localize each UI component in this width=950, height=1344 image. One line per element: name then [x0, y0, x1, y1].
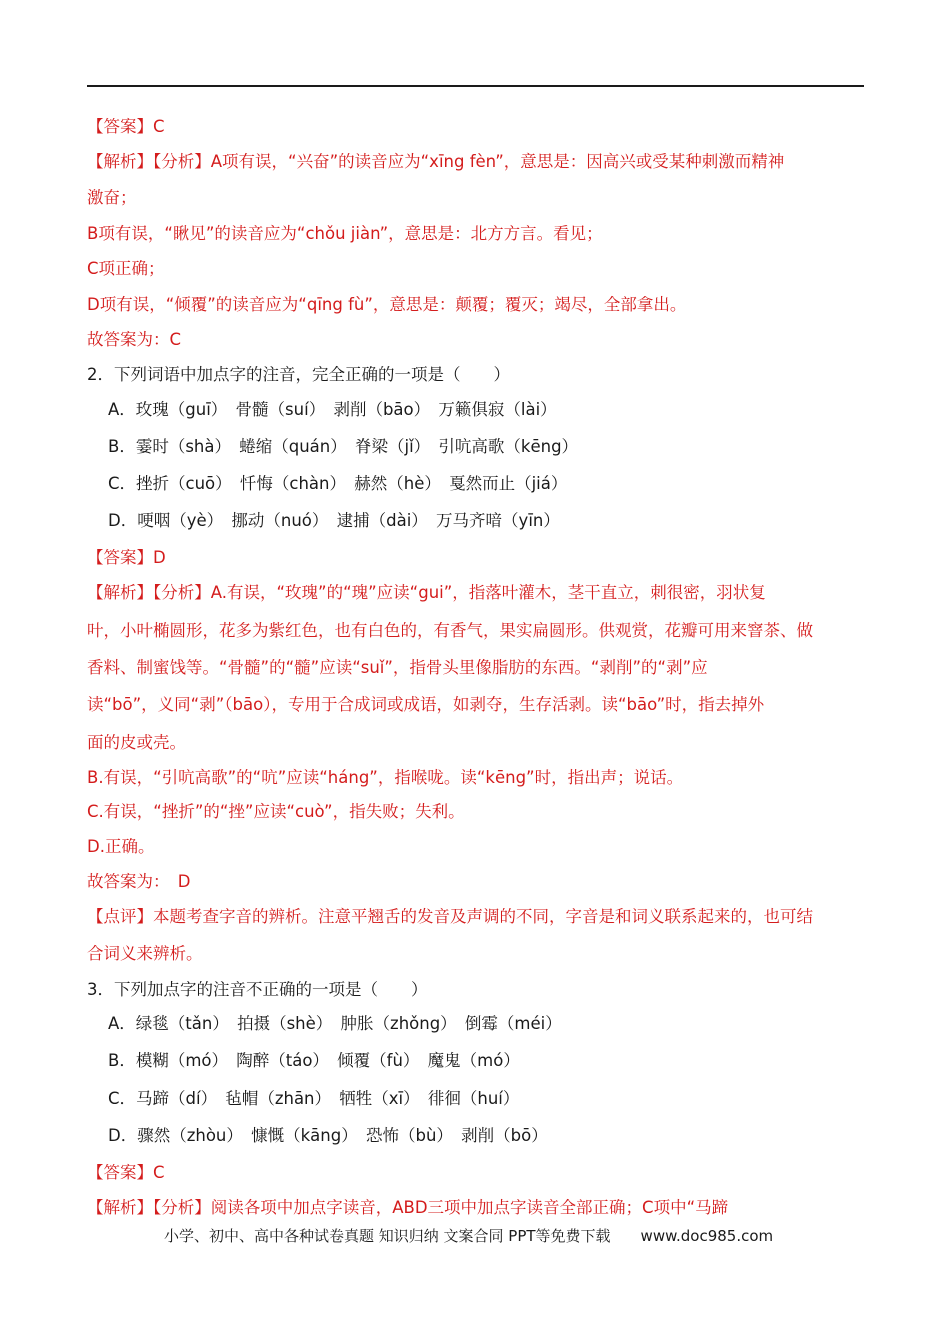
text-line: C.有误，“挫折”的“挫”应读“cuò”，指失败；失利。 [87, 802, 465, 821]
option-line: B．模糊（mó） 陶醉（táo） 倾覆（fù） 魔鬼（mó） [108, 1051, 520, 1070]
option-line: A．绿毯（tǎn） 拍摄（shè） 肿胀（zhǒng） 倒霉（méi） [108, 1014, 562, 1033]
text-line: 3．下列加点字的注音不正确的一项是（ ） [87, 980, 428, 999]
text-line: 【答案】D [87, 548, 166, 567]
text-line: 读“bō”，义同“剥”（bāo），专用于合成词或成语，如剥夺，生存活剥。读“bāo”时，指去掉外 [87, 695, 765, 714]
page-footer: 小学、初中、高中各种试卷真题 知识归纳 文案合同 PPT等免费下载 www.doc985.com [164, 1227, 774, 1245]
header-rule [87, 85, 864, 87]
text-line: 【点评】本题考查字音的辨析。注意平翘舌的发音及声调的不同，字音是和词义联系起来的，也可结 [87, 907, 813, 926]
option-line: A．玫瑰（guī） 骨髓（suí） 剥削（bāo） 万籁俱寂（lài） [108, 400, 557, 419]
text-line: 【答案】C [87, 1163, 165, 1182]
text-line: 故答案为： D [87, 872, 191, 891]
text-line: 激奋； [87, 188, 137, 207]
text-line: D项有误，“倾覆”的读音应为“qīng fù”，意思是：颠覆；覆灭；竭尽，全部拿出。 [87, 295, 687, 314]
option-line: D．哽咽（yè） 挪动（nuó） 逮捕（dài） 万马齐喑（yīn） [108, 511, 560, 530]
text-line: 合词义来辨析。 [87, 944, 203, 963]
option-line: B．霎时（shà） 蜷缩（quán） 脊梁（jǐ） 引吭高歌（kēng） [108, 437, 579, 456]
text-line: 【解析】【分析】A.有误，“玫瑰”的“瑰”应读“gui”，指落叶灌木，茎干直立，刺很密，羽状复 [87, 583, 766, 602]
text-line: B项有误，“瞅见”的读音应为“chǒu jiàn”，意思是：北方方言。看见； [87, 224, 603, 243]
text-line: 【解析】【分析】A项有误，“兴奋”的读音应为“xīng fèn”，意思是：因高兴或受某种刺激而精神 [87, 152, 785, 171]
text-line: 香料、制蜜饯等。“骨髓”的“髓”应读“suǐ”，指骨头里像脂肪的东西。“剥削”的“剥”应 [87, 658, 708, 677]
option-line: D．骤然（zhòu） 慷慨（kāng） 恐怖（bù） 剥削（bō） [108, 1126, 548, 1145]
text-line: 【答案】C [87, 117, 165, 136]
text-line: 2．下列词语中加点字的注音，完全正确的一项是（ ） [87, 365, 510, 384]
text-line: 面的皮或壳。 [87, 733, 186, 752]
text-line: C项正确； [87, 259, 165, 278]
text-line: 故答案为：C [87, 330, 182, 349]
text-line: 叶，小叶椭圆形，花多为紫红色，也有白色的，有香气，果实扁圆形。供观赏，花瓣可用来窨茶、做 [87, 621, 813, 640]
text-line: D.正确。 [87, 837, 155, 856]
text-line: B.有误，“引吭高歌”的“吭”应读“háng”，指喉咙。读“kēng”时，指出声；说话。 [87, 768, 684, 787]
text-line: 【解析】【分析】阅读各项中加点字读音，ABD三项中加点字读音全部正确；C项中“马蹄 [87, 1198, 729, 1217]
option-line: C．马蹄（dí） 毡帽（zhān） 牺牲（xī） 徘徊（huí） [108, 1089, 520, 1108]
option-line: C．挫折（cuō） 忏悔（chàn） 赫然（hè） 戛然而止（jiá） [108, 474, 568, 493]
